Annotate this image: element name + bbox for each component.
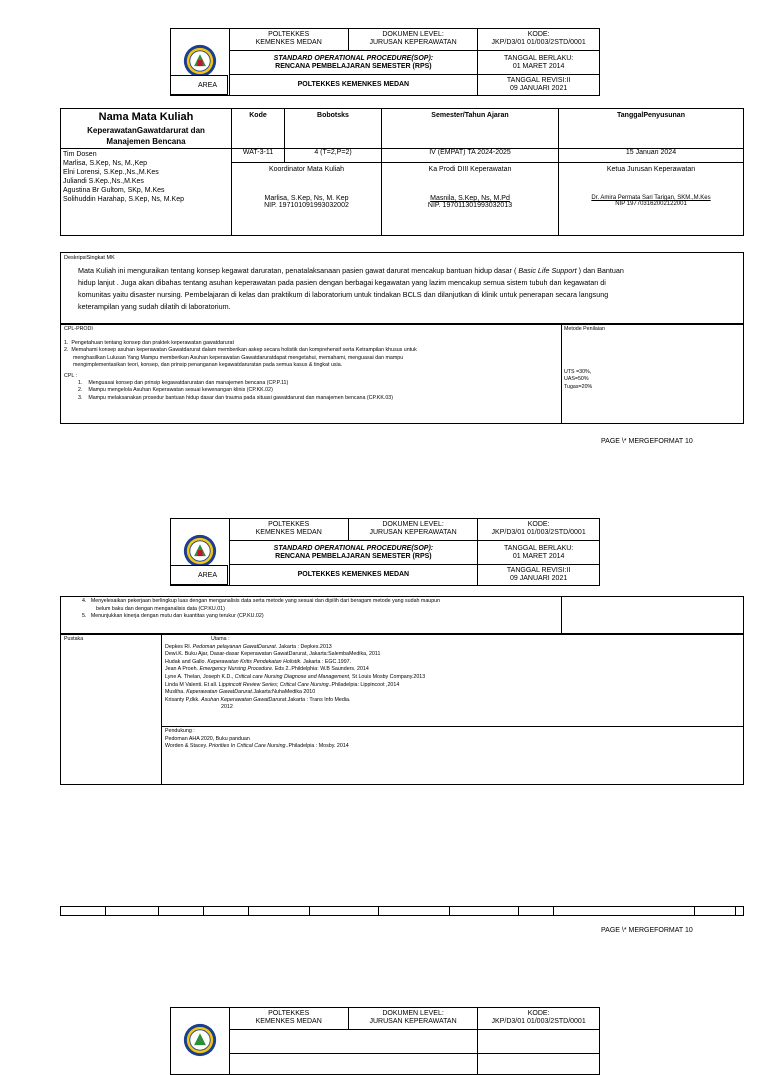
cpl-item: Menguasai konsep dan prinsip kegawatdaruratan dan manajemen bencana (CP.P.11) xyxy=(88,380,289,387)
revisi-label: TANGGAL REVISI:II xyxy=(506,567,571,575)
ref-text: ..Philadelpia: Lippincoot ,2014 xyxy=(328,681,400,688)
ref-text: Krisanty P,dkk. xyxy=(165,696,202,703)
koordinator-name: Marlisa, S.Kep, Ns, M. Kep xyxy=(264,195,349,203)
doclevel-value: JURUSAN KEPERAWATAN xyxy=(369,1018,457,1026)
tim-member: Juliandi S.Kep.,Ns.,M.Kes xyxy=(63,178,144,186)
ref-text: St Louis Mosby Company.2013 xyxy=(350,673,426,680)
org-name-line1: POLTEKKES xyxy=(268,521,310,529)
ref-title: Lippincott Review Series; Critical Care Nursing xyxy=(218,681,329,688)
document-header xyxy=(170,1007,600,1075)
cpl-item: Mampu melaksanakan prosedur bantuan hidup dasar dan trauma pada situasi gawatdarurat dan manajemen bencana (CP.KK.03) xyxy=(88,394,393,401)
ref-text: Depkes RI. xyxy=(165,643,193,650)
tanggal-value: 15 Januari 2024 xyxy=(559,149,744,163)
ref-title: Keperawatan Kritis Pendekatan Holistik xyxy=(207,658,301,665)
course-name-line2: Manajemen Bencana xyxy=(106,137,186,146)
grid-cell xyxy=(695,907,736,916)
ref-text: Jakarta:NuhaMedika 2010 xyxy=(253,689,316,696)
pustaka-table xyxy=(60,634,744,785)
ref-title: Keperawatan GawatDarurat. xyxy=(186,689,254,696)
grid-cell xyxy=(61,907,106,916)
kaprodi-nip: NIP. 197011301993032013 xyxy=(427,202,513,210)
deskripsi-label: DeskripsiSingkat MK xyxy=(64,255,115,261)
org-name-line2: KEMENKES MEDAN xyxy=(255,39,322,47)
kode-label: KODE: xyxy=(527,31,550,39)
kajur-nip: NIP 197703162002122001 xyxy=(615,201,687,208)
ref-text: . Eds 2..Phildelphia: W.B Saunders. 2014 xyxy=(271,666,369,673)
logo-cell xyxy=(171,1008,230,1075)
revisi-label: TANGGAL REVISI:II xyxy=(506,77,571,85)
area-value: POLTEKKES KEMENKES MEDAN xyxy=(229,565,478,586)
cpl-prodi-item: Memahami konsep asuhan keperawatan Gawatdarurat dalam memberikan askep secara holistik dan komprehensif serta Ketrampilan khusus untuk xyxy=(71,347,417,354)
kode-value: JKP/D3/01 01/003/2STD/0001 xyxy=(491,529,586,537)
kode-col-label: Kode xyxy=(249,112,267,119)
sop-title: STANDARD OPERATIONAL PROCEDURE(SOP): xyxy=(273,54,434,62)
area-label-text: AREA xyxy=(197,81,217,89)
cpl-prodi-label: CPL-PRODI xyxy=(64,326,93,332)
page-footer: PAGE \* MERGEFORMAT 10 xyxy=(601,927,693,934)
koordinator-nip: NIP. 197101091993032002 xyxy=(264,202,349,210)
ref-text: . Jakarta : EGC.1997. xyxy=(300,658,352,665)
tugas-weight: Tugas=20% xyxy=(564,383,593,390)
cpl-prodi-item: Pengetahuan tentang konsep dan praktek keperawatan gawatdarurat xyxy=(71,340,234,347)
cpl-label: CPL : xyxy=(64,373,78,380)
ref-text: ..Philadelpia : Mosby. 2014 xyxy=(285,743,349,750)
ref-text: Linda M Valenti. Et all. xyxy=(165,681,219,688)
koordinator-label: Koordinator Mata Kuliah xyxy=(268,166,345,174)
berlaku-value: 01 MARET 2014 xyxy=(512,552,565,560)
tim-member: Marlisa, S.Kep, Ns, M.,Kep xyxy=(63,160,148,168)
doclevel-label: DOKUMEN LEVEL: xyxy=(382,1010,444,1018)
kode-value: WAT-3-11 xyxy=(232,149,285,163)
cpl-table: CPL-PRODI 1. Pengetahuan tentang konsep dan praktek keperawatan gawatdarurat 2. Memahami konsep asuhan keperawatan Gawatdarurat dalam memberikan askep secara holistik dan komprehensif serta Ketrampilan khusus untuk menghasilkan Lulusan Yang Mampu memberikan Asuhan keperawatan Gawatdaruratdapat mengetahui, memahami, menguasai dan mampu mengimplementasikan teori, konsep, dan prinsip penanganan kegawatdaruratan pada semua kasus & tingkat usia. CPL : 1. Menguasai konsep dan prinsip kegawatdaruratan dan manajemen bencana (CP.P.11) 2. Mampu mengelola Asuhan Keperawatan sesuai kewenangan klinis (CP.KK.02) 3. Mampu melaksanakan prosedur bantuan hidup dasar dan trauma pada situasi gawatdarurat dan manajemen bencana (CP.KK.03) Metode Penilaian UTS =30%, UAS=50% Tugas=20% xyxy=(60,324,744,424)
revisi-value: 09 JANUARI 2021 xyxy=(510,85,568,93)
berlaku-label: TANGGAL BERLAKU: xyxy=(504,54,574,62)
kode-value: JKP/D3/01 01/003/2STD/0001 xyxy=(491,1018,586,1026)
page-footer: PAGE \* MERGEFORMAT 10 xyxy=(601,438,693,445)
area-cell xyxy=(170,75,228,95)
area-value: POLTEKKES KEMENKES MEDAN xyxy=(229,75,478,96)
course-info-table xyxy=(60,108,744,236)
deskripsi-text-2: hidup lanjut . Juga akan dibahas tentang asuhan keperawatan pada pasien dengan berbagai kegawatan yang lazim mencakup semua sistem tubuh dan kegawatan di xyxy=(78,278,606,287)
ref-text: Hudak and Gallo. xyxy=(165,658,208,665)
ref-text: 2012 xyxy=(221,704,233,711)
org-name-line1: POLTEKKES xyxy=(268,1010,310,1018)
ref-title: Emergency Nursing Procedure xyxy=(199,666,272,673)
kode-label: KODE: xyxy=(527,521,550,529)
ref-title: Pedoman pelayanan GawatDarurat xyxy=(192,643,276,650)
deskripsi-text-1-end: ) dan Bantuan xyxy=(576,266,624,275)
kajur-name: Dr. Amira Permata Sari Tarigan, SKM.,M.Kes xyxy=(591,195,711,202)
org-name-line2: KEMENKES MEDAN xyxy=(255,529,322,537)
kajur-label: Ketua Jurusan Keperawatan xyxy=(606,166,696,174)
tim-dosen-label: Tim Dosen xyxy=(63,151,97,159)
ref-title: Priorities In Critical Care Nursing xyxy=(208,743,286,750)
grid-cell xyxy=(204,907,249,916)
ref-text: Pedoman AHA 2020, Buku panduan xyxy=(165,735,250,742)
ref-text: Dewi.K. Buku Ajar, Dasar-dasar Keperawatan GawatDarurat, Jakarta:SalembaMedika, 2011 xyxy=(165,651,381,658)
ref-text: Musliha. xyxy=(165,689,187,696)
ref-title: Asuhan Keperawatan GawatDarurat xyxy=(201,696,287,703)
empty-grid-row xyxy=(60,906,744,916)
doclevel-value: JURUSAN KEPERAWATAN xyxy=(369,529,457,537)
kaprodi-label: Ka Prodi DIII Keperawatan xyxy=(428,166,512,174)
semester-col-label: Semester/Tahun Ajaran xyxy=(431,112,509,119)
org-name-line1: POLTEKKES xyxy=(268,31,310,39)
cpl-item: Menunjukkan kinerja dengan mutu dan kuantitas yang terukur (CP.KU.02) xyxy=(90,613,264,619)
grid-cell xyxy=(379,907,450,916)
ref-text: Jean A Proeh. xyxy=(165,666,200,673)
tanggal-col-label: TanggalPenyusunan xyxy=(617,112,685,119)
metode-label: Metode Penilaian xyxy=(564,326,605,332)
grid-cell xyxy=(249,907,310,916)
cpl-item: Menyelesaikan pekerjaan berlingkup luas dengan menganalisis data serta metode yang sesuai dan dipilih dari beragam metode yang sudah maupun xyxy=(90,598,441,604)
grid-cell xyxy=(554,907,695,916)
deskripsi-text-1: Mata Kuliah ini menguraikan tentang konsep kegawat daruratan, penatalaksanaan pasien gawat darurat mencakup bantuan hidup dasar ( xyxy=(78,266,519,275)
semester-value: IV (EMPAT) TA 2024-2025 xyxy=(382,149,559,163)
cpl-prodi-item: mengimplementasikan teori, konsep, dan prinsip penanganan kegawatdaruratan pada semua kasus & tingkat usia. xyxy=(73,361,343,368)
bobot-value: 4 (T=2,P=2) xyxy=(285,149,382,163)
sop-title: STANDARD OPERATIONAL PROCEDURE(SOP): xyxy=(273,544,434,552)
poltekkes-logo-icon xyxy=(183,44,217,78)
org-name-line2: KEMENKES MEDAN xyxy=(255,1018,322,1026)
ref-text: . Jakarta : Depkes.2013 xyxy=(275,643,332,650)
doclevel-label: DOKUMEN LEVEL: xyxy=(382,521,444,529)
ref-text: Lyne A. Thelan, Joseph K.D., xyxy=(165,673,235,680)
area-label-text: AREA xyxy=(197,571,217,579)
utama-label: Utama : xyxy=(211,636,230,642)
document-header xyxy=(170,28,600,96)
ref-title: Critical care Nursing Diagnose and Management, xyxy=(234,673,351,680)
grid-cell xyxy=(310,907,379,916)
area-cell xyxy=(170,565,228,585)
rps-title: RENCANA PEMBELAJARAN SEMESTER (RPS) xyxy=(275,62,432,70)
course-name-line1: KeperawatanGawatdarurat dan xyxy=(87,126,205,135)
ref-text: Worden & Stacey. xyxy=(165,743,209,750)
kaprodi-name: Masnila, S.Kep, Ns, M.Pd xyxy=(430,195,510,203)
berlaku-value: 01 MARET 2014 xyxy=(512,62,565,70)
uas-weight: UAS=50% xyxy=(564,376,589,383)
deskripsi-bls: Basic Life Support xyxy=(518,266,577,275)
poltekkes-logo-icon xyxy=(183,534,217,568)
tim-member: Elni Lorensi, S.Kep.,Ns.,M.Kes xyxy=(63,169,159,177)
berlaku-label: TANGGAL BERLAKU: xyxy=(504,544,574,552)
deskripsi-table xyxy=(60,252,744,324)
grid-cell xyxy=(159,907,204,916)
tim-member: Agustina Br Gultom, SKp, M.Kes xyxy=(63,187,165,195)
tim-member: Solihuddin Harahap, S.Kep, Ns, M.Kep xyxy=(63,196,185,204)
poltekkes-logo-icon xyxy=(183,1023,217,1057)
grid-cell xyxy=(736,907,744,916)
cpl-item: belum baku dan dengan menganalisis data (CP.KU.01) xyxy=(96,605,225,612)
bobot-col-label: Bobotsks xyxy=(317,112,349,119)
kode-value: JKP/D3/01 01/003/2STD/0001 xyxy=(491,39,586,47)
doclevel-label: DOKUMEN LEVEL: xyxy=(382,31,444,39)
cpl-continuation-table: 4. Menyelesaikan pekerjaan berlingkup luas dengan menganalisis data serta metode yang sesuai dan dipilih dari beragam metode yang sudah maupun belum baku dan dengan menganalisis data (CP.KU.01) 5. Menunjukkan kinerja dengan mutu dan kuantitas yang terukur (CP.KU.02) xyxy=(60,596,744,634)
course-name-label: Nama Mata Kuliah xyxy=(98,111,194,123)
cpl-item: Mampu mengelola Asuhan Keperawatan sesuai kewenangan klinis (CP.KK.02) xyxy=(88,387,273,394)
ref-text: .Jakarta : Trans Info Media. xyxy=(286,696,351,703)
grid-cell xyxy=(519,907,554,916)
doclevel-value: JURUSAN KEPERAWATAN xyxy=(369,39,457,47)
rps-title: RENCANA PEMBELAJARAN SEMESTER (RPS) xyxy=(275,552,432,560)
revisi-value: 09 JANUARI 2021 xyxy=(510,575,568,583)
document-header xyxy=(170,518,600,586)
uts-weight: UTS =30%, xyxy=(564,369,592,376)
pendukung-label: Pendukung : xyxy=(165,728,195,734)
deskripsi-text-4: keterampilan yang sudah dilatih di laboratorium. xyxy=(78,302,231,311)
grid-cell xyxy=(106,907,159,916)
pustaka-label: Pustaka xyxy=(61,635,162,785)
deskripsi-text-3: komunitas yaitu disaster nursing. Pembelajaran di kelas dan praktikum di laboratorium untuk tindakan BCLS dan dilanjutkan di klinik untuk penerapan secara langsung xyxy=(78,290,609,299)
cpl-prodi-item: menghasilkan Lulusan Yang Mampu memberikan Asuhan keperawatan Gawatdaruratdapat mengetahui, memahami, menguasai dan mampu xyxy=(73,354,404,361)
grid-cell xyxy=(450,907,519,916)
kode-label: KODE: xyxy=(527,1010,550,1018)
